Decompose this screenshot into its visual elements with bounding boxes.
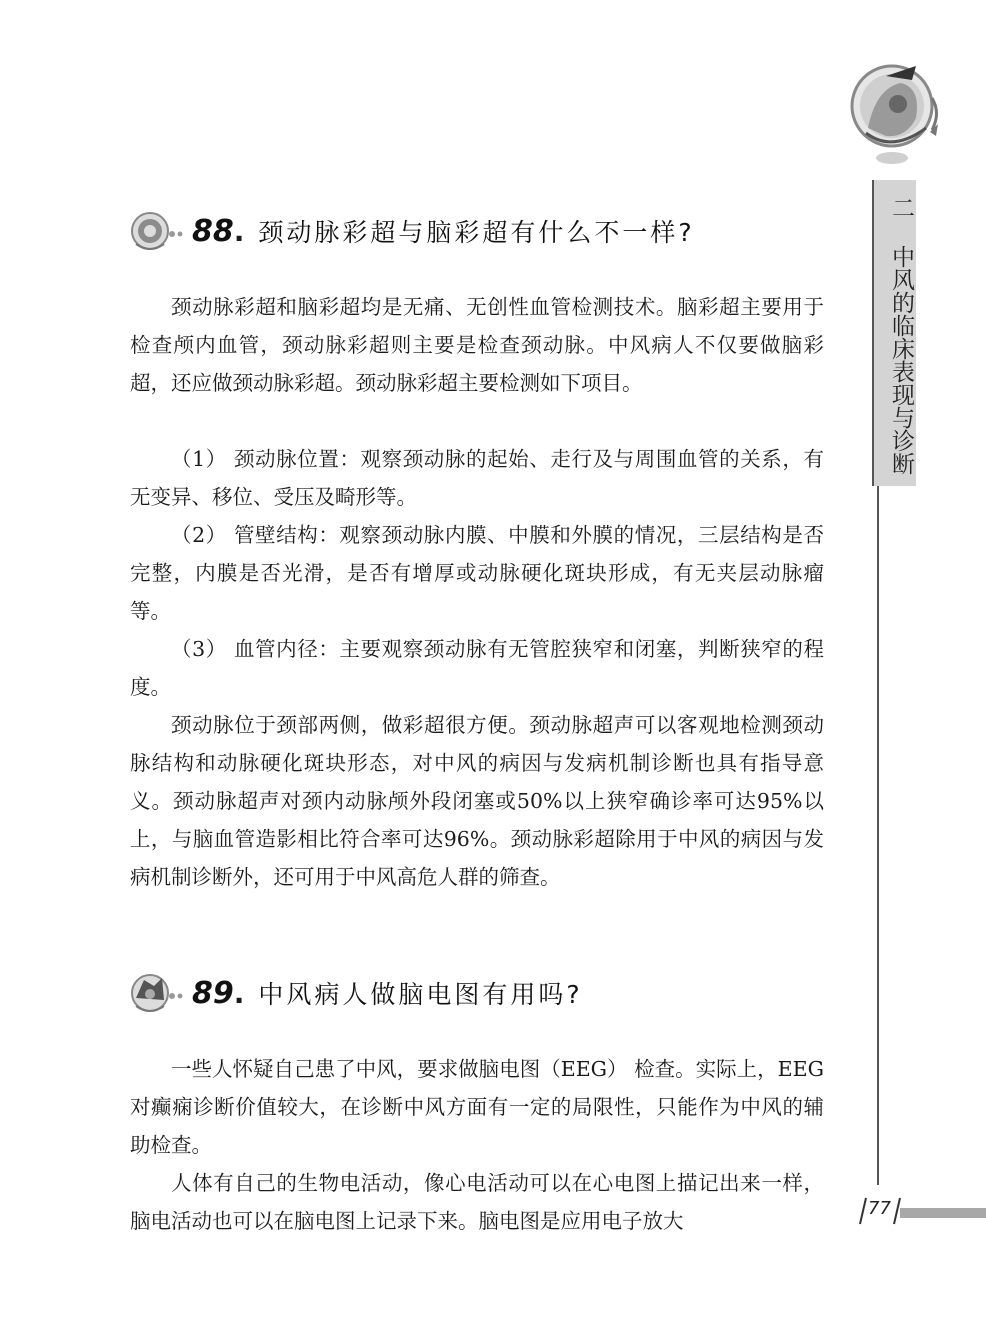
chapter-title: 二 中风的临床表现与诊断 (888, 196, 914, 475)
chapter-emblem-icon (846, 58, 946, 168)
page-number-block (848, 1196, 986, 1226)
paragraph: 颈动脉彩超和脑彩超均是无痛、无创性血管检测技术。脑彩超主要用于检查颅内血管，颈动脉彩超则主要是检查颈动脉。中风病人不仅要做脑彩超，还应做颈动脉彩超。颈动脉彩超主要检测如下项目。 (130, 295, 824, 395)
section-number-dot: . (233, 976, 245, 1010)
paragraph: 人体有自己的生物电活动，像心电活动可以在心电图上描记出来一样，脑电活动也可以在脑电图上记录下来。脑电图是应用电子放大 (130, 1171, 824, 1233)
paragraph: （2） 管壁结构：观察颈动脉内膜、中膜和外膜的情况，三层结构是否完整，内膜是否光滑，是否有增厚或动脉硬化斑块形成，有无夹层动脉瘤等。 (130, 523, 824, 623)
page-number: 77 (868, 1198, 891, 1219)
question-badge-icon (130, 968, 184, 1018)
section-title: 颈动脉彩超与脑彩超有什么不一样? (258, 218, 695, 247)
paragraph: 一些人怀疑自己患了中风，要求做脑电图（EEG） 检查。实际上，EEG 对癫痫诊断价值较大，在诊断中风方面有一定的局限性，只能作为中风的辅助检查。 (130, 1057, 824, 1157)
paragraph: （3） 血管内径：主要观察颈动脉有无管腔狭窄和闭塞，判断狭窄的程度。 (130, 637, 824, 699)
section-88-heading (130, 206, 695, 256)
chapter-side-tab (872, 180, 916, 486)
paragraph: 颈动脉位于颈部两侧，做彩超很方便。颈动脉超声可以客观地检测颈动脉结构和动脉硬化斑块形态，对中风的病因与发病机制诊断也具有指导意义。颈动脉超声对颈内动脉颅外段闭塞或50%以上狭窄确诊率可达95%以上，与脑血管造影相比符合率可达96%。颈动脉彩超除用于中风的病因与发病机制诊断外，还可用于中风高危人群的筛查。 (130, 713, 824, 889)
section-number: 88 (192, 213, 234, 249)
section-title: 中风病人做脑电图有用吗? (258, 980, 583, 1009)
section-number: 89 (192, 975, 234, 1011)
paragraph: （1） 颈动脉位置：观察颈动脉的起始、走行及与周围血管的关系，有无变异、移位、受压及畸形等。 (130, 447, 824, 509)
question-badge-icon (130, 206, 184, 256)
section-89-heading (130, 968, 583, 1018)
page-number-bar (900, 1208, 986, 1218)
section-number-dot: . (233, 214, 245, 248)
